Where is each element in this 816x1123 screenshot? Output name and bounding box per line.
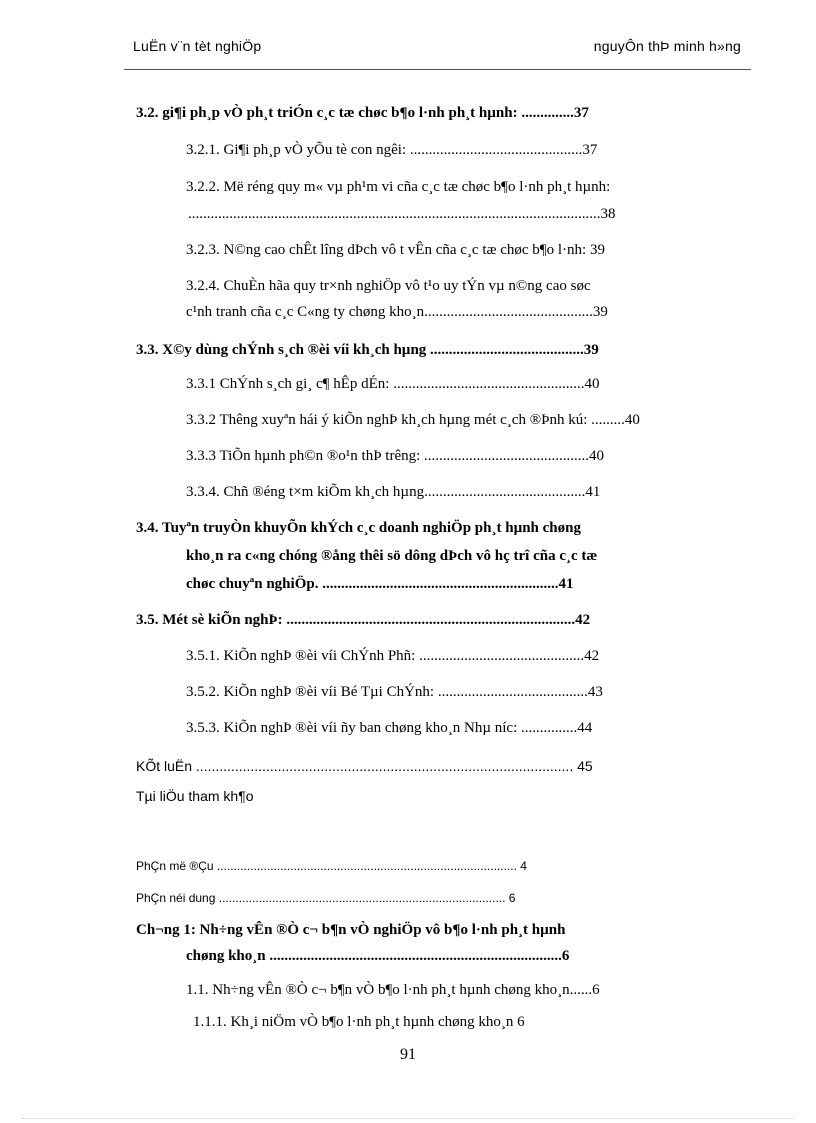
toc-entry-3-3-2: 3.3.2 Thêng xuyªn hái ý kiÕn nghÞ kh¸ch hµng mét c¸ch ®Þnh kú: .........40 [186, 412, 640, 428]
toc-entry-3-2-2: 3.2.2. Më réng quy m« vµ ph¹m vi cña c¸c tæ chøc b¶o l·nh ph¸t hµnh: [186, 179, 611, 195]
toc-entry-references: Tµi liÖu tham kh¶o [136, 788, 254, 804]
header-divider [124, 69, 751, 70]
toc-entry-1-1: 1.1. Nh÷ng vÊn ®Ò c¬ b¶n vÒ b¶o l·nh ph¸t hµnh chøng kho¸n......6 [186, 982, 600, 998]
header-author-name: nguyÔn thÞ minh h»ng [593, 38, 741, 54]
toc-entry-3-3-3: 3.3.3 TiÕn hµnh ph©n ®o¹n thÞ trêng: ............................................40 [186, 448, 605, 464]
toc-entry-3-2-3: 3.2.3. N©ng cao chÊt lîng dÞch vô t vÊn cña c¸c tæ chøc b¶o l·nh: 39 [186, 242, 605, 258]
page-number: 91 [400, 1046, 416, 1063]
toc-entry-1-1-1: 1.1.1. Kh¸i niÖm vÒ b¶o l·nh ph¸t hµnh chøng kho¸n 6 [193, 1014, 525, 1030]
header-thesis-label: LuËn v¨n tèt nghiÖp [133, 38, 262, 54]
toc-entry-3-4-cont2: chøc chuyªn nghiÖp. ...............................................................41 [186, 576, 574, 592]
toc-entry-content: PhÇn néi dung ...................................................................................... 6 [136, 891, 516, 905]
page-bottom-border [22, 1118, 794, 1119]
toc-entry-3-5-2: 3.5.2. KiÕn nghÞ ®èi víi Bé Tµi ChÝnh: ........................................43 [186, 684, 603, 700]
toc-entry-3-5-1: 3.5.1. KiÕn nghÞ ®èi víi ChÝnh Phñ: ............................................42 [186, 648, 600, 664]
toc-entry-3-4-cont1: kho¸n ra c«ng chóng ®ång thêi sö dông dÞch vô hç trî cña c¸c tæ [186, 548, 598, 564]
toc-entry-3-5: 3.5. Mét sè kiÕn nghÞ: .............................................................................42 [136, 612, 591, 628]
toc-entry-3-5-3: 3.5.3. KiÕn nghÞ ®èi víi ñy ban chøng kho¸n Nhµ níc: ...............44 [186, 720, 593, 736]
toc-entry-3-2-1: 3.2.1. Gi¶i ph¸p vÒ yÕu tè con ngêi: ..............................................37 [186, 142, 598, 158]
toc-entry-chapter-1-cont: chøng kho¸n ..............................................................................6 [186, 948, 570, 964]
toc-entry-conclusion: KÕt luËn ................................................................................................. 45 [136, 758, 593, 774]
toc-entry-3-2: 3.2. gi¶i ph¸p vÒ ph¸t triÓn c¸c tæ chøc b¶o l·nh ph¸t hµnh: ..............37 [136, 105, 589, 121]
toc-entry-chapter-1: Ch¬ng 1: Nh÷ng vÊn ®Ò c¬ b¶n vÒ nghiÖp vô b¶o l·nh ph¸t hµnh [136, 922, 566, 938]
toc-entry-3-3-1: 3.3.1 ChÝnh s¸ch gi¸ c¶ hÊp dÉn: ...................................................40 [186, 376, 600, 392]
toc-entry-3-4: 3.4. Tuyªn truyÒn khuyÕn khÝch c¸c doanh nghiÖp ph¸t hµnh chøng [136, 520, 581, 536]
toc-entry-introduction: PhÇn më ®Çu .......................................................................................... 4 [136, 859, 527, 873]
toc-entry-3-3-4: 3.3.4. Chñ ®éng t×m kiÕm kh¸ch hµng...........................................41 [186, 484, 601, 500]
toc-entry-3-3: 3.3. X©y dùng chÝnh s¸ch ®èi víi kh¸ch hµng .........................................39 [136, 342, 599, 358]
toc-entry-3-2-4-cont: c¹nh tranh cña c¸c C«ng ty chøng kho¸n.............................................39 [186, 304, 608, 320]
toc-entry-3-2-4: 3.2.4. ChuÈn hãa quy tr×nh nghiÖp vô t¹o uy tÝn vµ n©ng cao søc [186, 278, 591, 294]
toc-entry-3-2-2-leader: ..............................................................................................................38 [188, 206, 616, 222]
